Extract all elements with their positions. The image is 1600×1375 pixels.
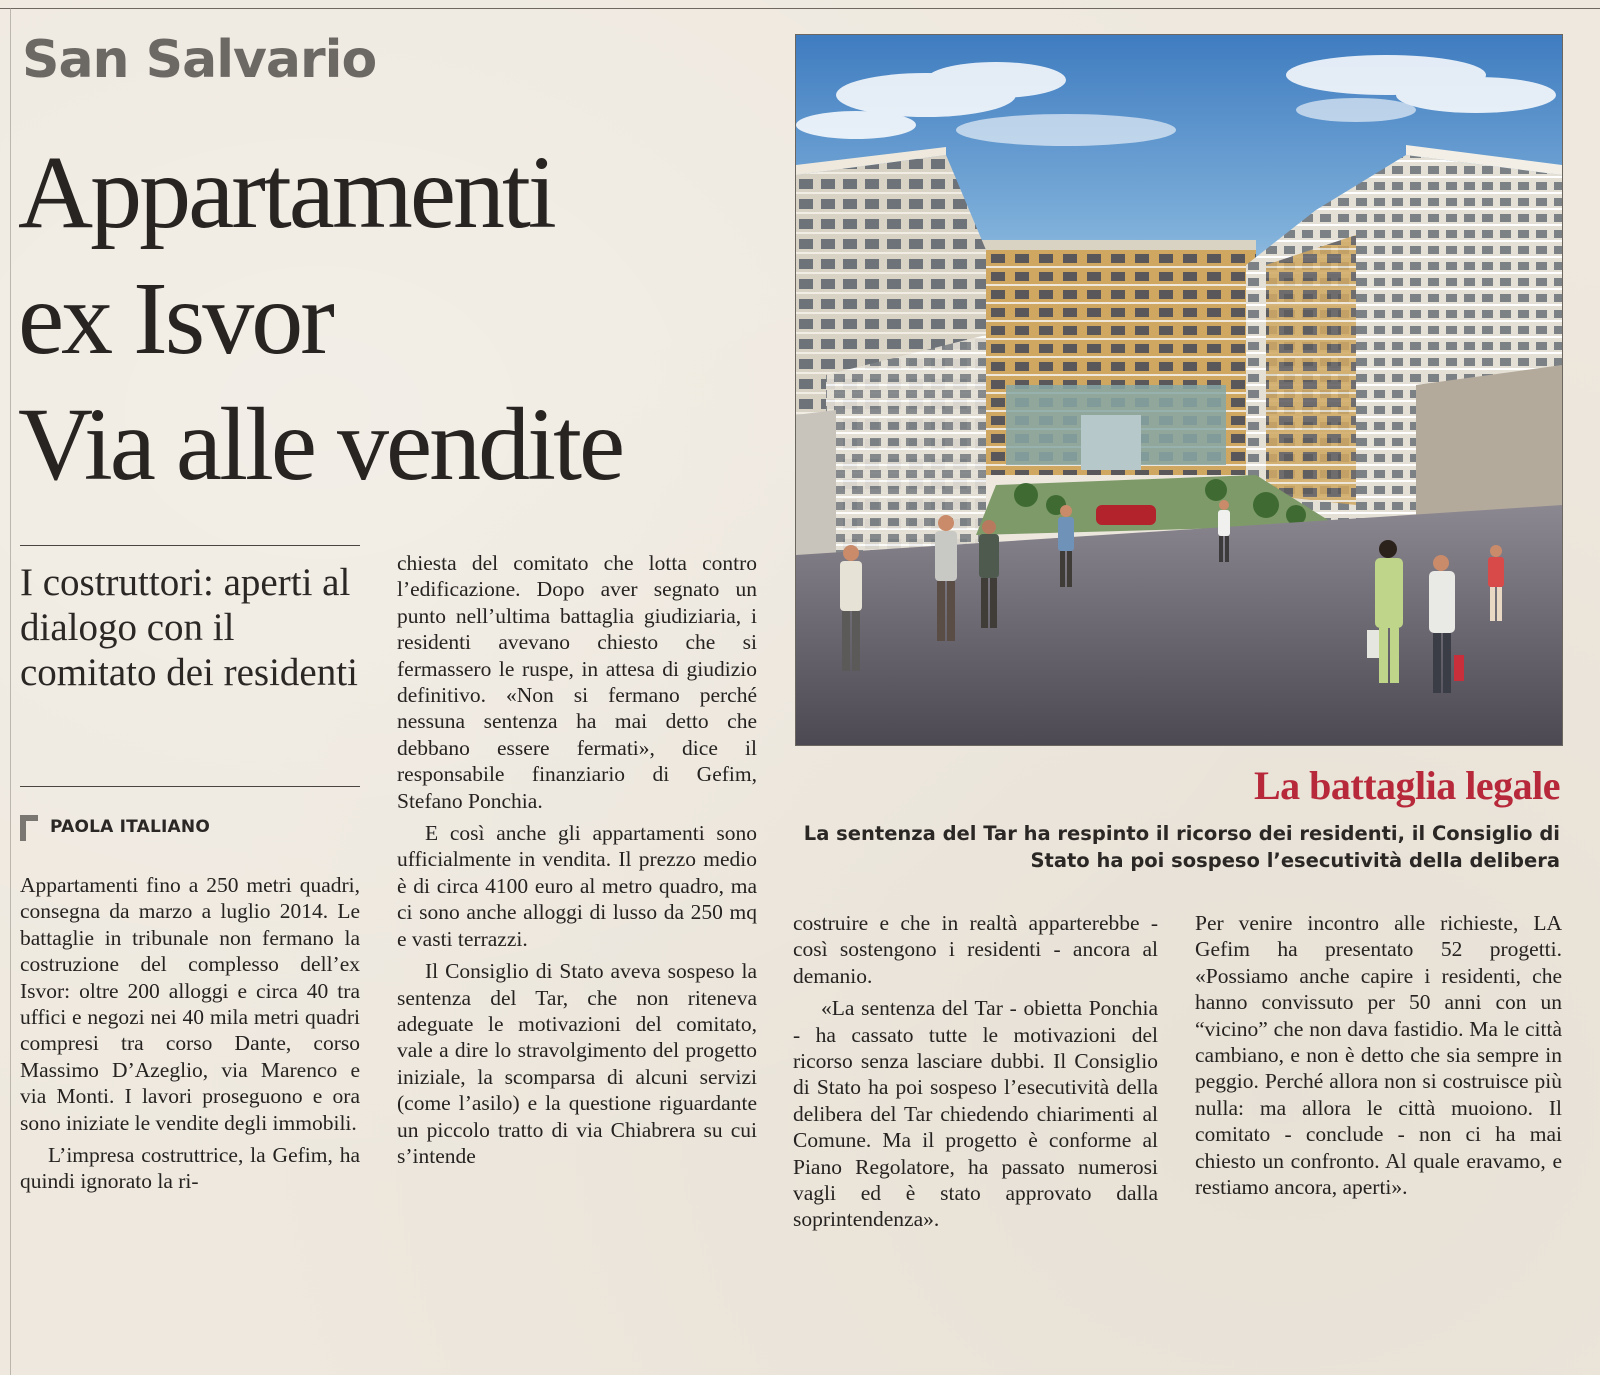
paragraph: Il Consiglio di Stato aveva sospeso la sentenza del Tar, che non riteneva adeguate le motivazioni del comitato, vale a dire lo stravolgimento del progetto iniziale, la scomparsa di alcuni servizi (come l’asilo) e la questione riguardante un piccolo tratto di via Chiabrera su cui s’intende bbox=[397, 959, 757, 1168]
byline bbox=[20, 815, 210, 841]
byline-corner-mark bbox=[20, 815, 38, 841]
paragraph: «La sentenza del Tar - obietta Ponchia - ha cassato tutte le motivazioni del ricorso senza lasciare dubbi. Il Consiglio di Stato ha poi sospeso l’esecutività della delibera del Tar chiedendo chiarimenti al Comune. Ma il progetto è conforme al Piano Regolatore, ha passato numerosi vagli ed è stato approvato dalla soprintendenza». bbox=[793, 996, 1158, 1232]
headline-line-1: Appartamenti bbox=[18, 135, 554, 250]
photo-caption-text: La sentenza del Tar ha respinto il ricorso dei residenti, il Consiglio di Stato ha poi sospeso l’esecutività della delibera bbox=[803, 822, 1560, 872]
headline bbox=[18, 130, 778, 508]
paragraph: costruire e che in realtà apparterebbe - così sostengono i residenti - ancora al demanio. bbox=[793, 911, 1158, 988]
project-rendering-photo bbox=[795, 34, 1563, 746]
headline-line-3: Via alle vendite bbox=[18, 387, 623, 502]
red-car bbox=[1096, 505, 1156, 525]
paragraph: E così anche gli appartamenti sono ufficialmente in vendita. Il prezzo medio è di circa 4100 euro al metro quadro, ma ci sono anche alloggi di lusso da 250 mq e vasti terrazzi. bbox=[397, 821, 757, 951]
article-column-4 bbox=[1195, 910, 1562, 1200]
paragraph: L’impresa costruttrice, la Gefim, ha quindi ignorato la ri- bbox=[20, 1143, 360, 1194]
subhead-top-rule bbox=[20, 545, 360, 546]
article-column-3 bbox=[793, 910, 1158, 1233]
paragraph: Per venire incontro alle richieste, LA Gefim ha presentato 52 progetti. «Possiamo anche capire i residenti, che hanno convissuto per 50 anni con un “vicino” che non dava fastidio. Ma le città cambiano, e non è detto che sia sempre in peggio. Perché allora non si costruisce più nulla: ma allora le città muoiono. Il comitato - conclude - non ci ha mai chiesto un confronto. Al quale eravamo, e restiamo ancora, aperti». bbox=[1195, 911, 1562, 1200]
paragraph: Appartamenti fino a 250 metri quadri, consegna da marzo a luglio 2014. Le battaglie in tribunale non fermano la costruzione del complesso dell’ex Isvor: oltre 200 alloggi e circa 40 tra uffici e negozi nei 40 mila metri quadri compresi tra corso Dante, corso Massimo D’Azeglio, via Marenco e via Monti. I lavori proseguono e ora sono iniziate le vendite degli immobili. bbox=[20, 873, 360, 1135]
lobby-entrance bbox=[1081, 415, 1141, 470]
building-right-ochre bbox=[1266, 235, 1356, 505]
article-column-2 bbox=[397, 550, 757, 1169]
section-kicker: San Salvario bbox=[22, 30, 377, 90]
top-rule bbox=[0, 8, 1600, 9]
roofline bbox=[976, 240, 1256, 250]
byline-author: PAOLA ITALIANO bbox=[50, 817, 210, 837]
headline-line-2: ex Isvor bbox=[18, 261, 332, 376]
paragraph: chiesta del comitato che lotta contro l’edificazione. Dopo aver segnato un punto nell’ultima battaglia giudiziaria, i residenti avevano chiesto che si fermassero le ruspe, in attesa di giudizio definitivo. «Non si fermano perché nessuna sentenza ha mai detto che debbano essere fermati», dice il responsabile finanziario di Gefim, Stefano Ponchia. bbox=[397, 551, 757, 813]
subhead-bottom-rule bbox=[20, 786, 360, 787]
article-column-1 bbox=[20, 872, 360, 1195]
left-edge-rule bbox=[10, 8, 11, 1375]
subhead: I costruttori: aperti al dialogo con il comitato dei residenti bbox=[20, 561, 358, 694]
photo-caption-title: La battaglia legale bbox=[1253, 763, 1560, 808]
